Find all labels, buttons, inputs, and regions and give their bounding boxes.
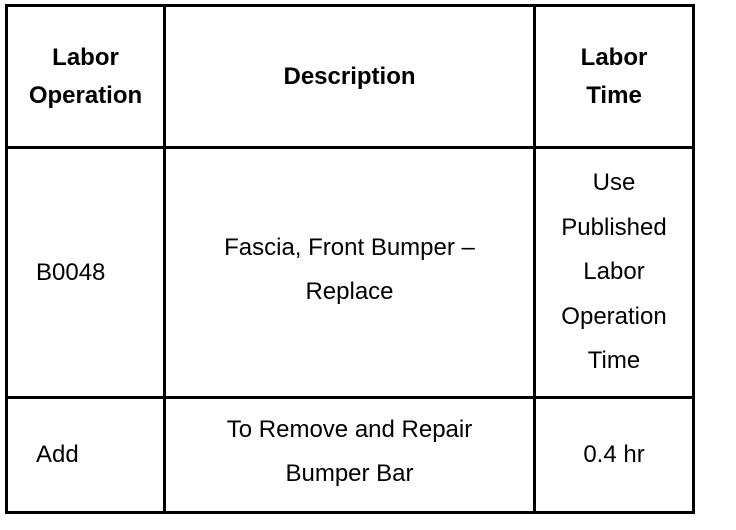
table-header-row	[7, 6, 694, 148]
header-labor-operation	[7, 6, 165, 148]
description-line1: Fascia, Front Bumper –	[224, 233, 475, 261]
header-description	[165, 6, 535, 148]
labor-operation-cell: Add	[7, 398, 165, 513]
labor-time-cell: 0.4 hr	[535, 398, 694, 513]
labor-time-cell	[535, 148, 694, 398]
table-row	[7, 148, 694, 398]
header-labor-time-line2: Time	[586, 81, 642, 109]
labor-operations-table	[5, 4, 695, 514]
header-labor-operation-line2: Operation	[28, 81, 143, 109]
description-line1: To Remove and Repair	[226, 416, 473, 443]
header-description-text: Description	[283, 62, 416, 90]
header-labor-time-line1: Labor	[580, 43, 648, 71]
description-line2: Replace	[305, 277, 394, 305]
table-row	[7, 398, 694, 513]
labor-time-line: Operation	[561, 302, 667, 330]
labor-time-line: Published	[561, 213, 667, 241]
header-labor-time	[535, 6, 694, 148]
labor-operation-cell: B0048	[7, 148, 165, 398]
labor-time-line: Labor	[583, 258, 645, 286]
description-cell	[165, 148, 535, 398]
labor-time-line: Time	[587, 347, 641, 375]
header-labor-operation-line1: Labor	[52, 43, 119, 71]
description-line2: Bumper Bar	[285, 460, 414, 487]
description-cell	[165, 398, 535, 513]
labor-time-line: Use	[592, 169, 636, 197]
